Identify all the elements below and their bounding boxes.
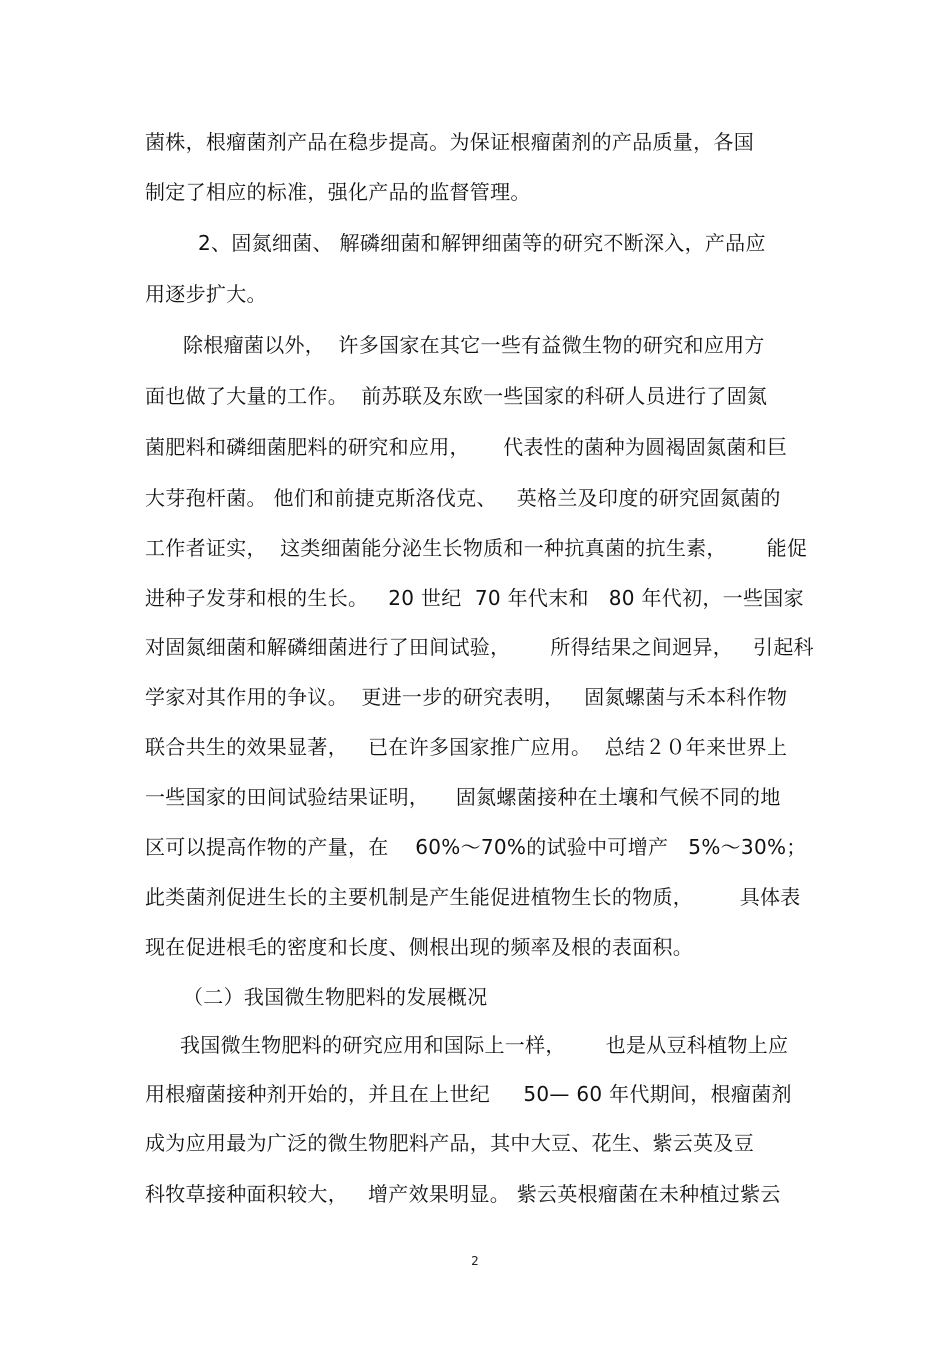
page-number: 2 [471, 1254, 479, 1268]
text-line-16: 此类菌剂促进生长的主要机制是产生能促进植物生长的物质， 具体表 [145, 885, 801, 909]
text-line-5: 除根瘤菌以外， 许多国家在其它一些有益微生物的研究和应用方 [183, 333, 765, 357]
text-line-20: 用根瘤菌接种剂开始的，并且在上世纪 50— 60 年代期间，根瘤菌剂 [145, 1082, 792, 1106]
text-line-11: 对固氮细菌和解磷细菌进行了田间试验， 所得结果之间迥异， 引起科 [145, 635, 814, 659]
text-line-19: 我国微生物肥料的研究应用和国际上一样， 也是从豆科植物上应 [180, 1033, 789, 1057]
text-line-3: 2、固氮细菌、 解磷细菌和解钾细菌等的研究不断深入，产品应 [198, 231, 766, 255]
text-line-17: 现在促进根毛的密度和长度、侧根出现的频率及根的表面积。 [145, 935, 694, 959]
text-line-22: 科牧草接种面积较大， 增产效果明显。 紫云英根瘤菌在未种植过紫云 [145, 1182, 781, 1206]
text-line-13: 联合共生的效果显著， 已在许多国家推广应用。 总结２０年来世界上 [145, 735, 788, 759]
text-line-7: 菌肥料和磷细菌肥料的研究和应用， 代表性的菌种为圆褐固氮菌和巨 [145, 435, 788, 459]
text-line-8: 大芽孢杆菌。 他们和前捷克斯洛伐克、 英格兰及印度的研究固氮菌的 [145, 486, 781, 510]
text-line-2: 制定了相应的标准，强化产品的监督管理。 [145, 180, 531, 204]
text-line-21: 成为应用最为广泛的微生物肥料产品，其中大豆、花生、紫云英及豆 [145, 1131, 754, 1155]
text-line-6: 面也做了大量的工作。 前苏联及东欧一些国家的科研人员进行了固氮 [145, 384, 768, 408]
text-line-1: 菌株，根瘤菌剂产品在稳步提高。为保证根瘤菌剂的产品质量，各国 [145, 130, 754, 154]
text-line-15: 区可以提高作物的产量，在 60%～70%的试验中可增产 5%～30%； [145, 835, 807, 859]
text-line-14: 一些国家的田间试验结果证明， 固氮螺菌接种在土壤和气候不同的地 [145, 785, 781, 809]
text-line-4: 用逐步扩大。 [145, 282, 267, 306]
text-line-12: 学家对其作用的争议。 更进一步的研究表明， 固氮螺菌与禾本科作物 [145, 685, 788, 709]
text-line-9: 工作者证实， 这类细菌能分泌生长物质和一种抗真菌的抗生素， 能促 [145, 536, 808, 560]
text-line-10: 进种子发芽和根的生长。 20 世纪 70 年代末和 80 年代初，一些国家 [145, 586, 804, 610]
section-heading: （二）我国微生物肥料的发展概况 [183, 985, 488, 1009]
